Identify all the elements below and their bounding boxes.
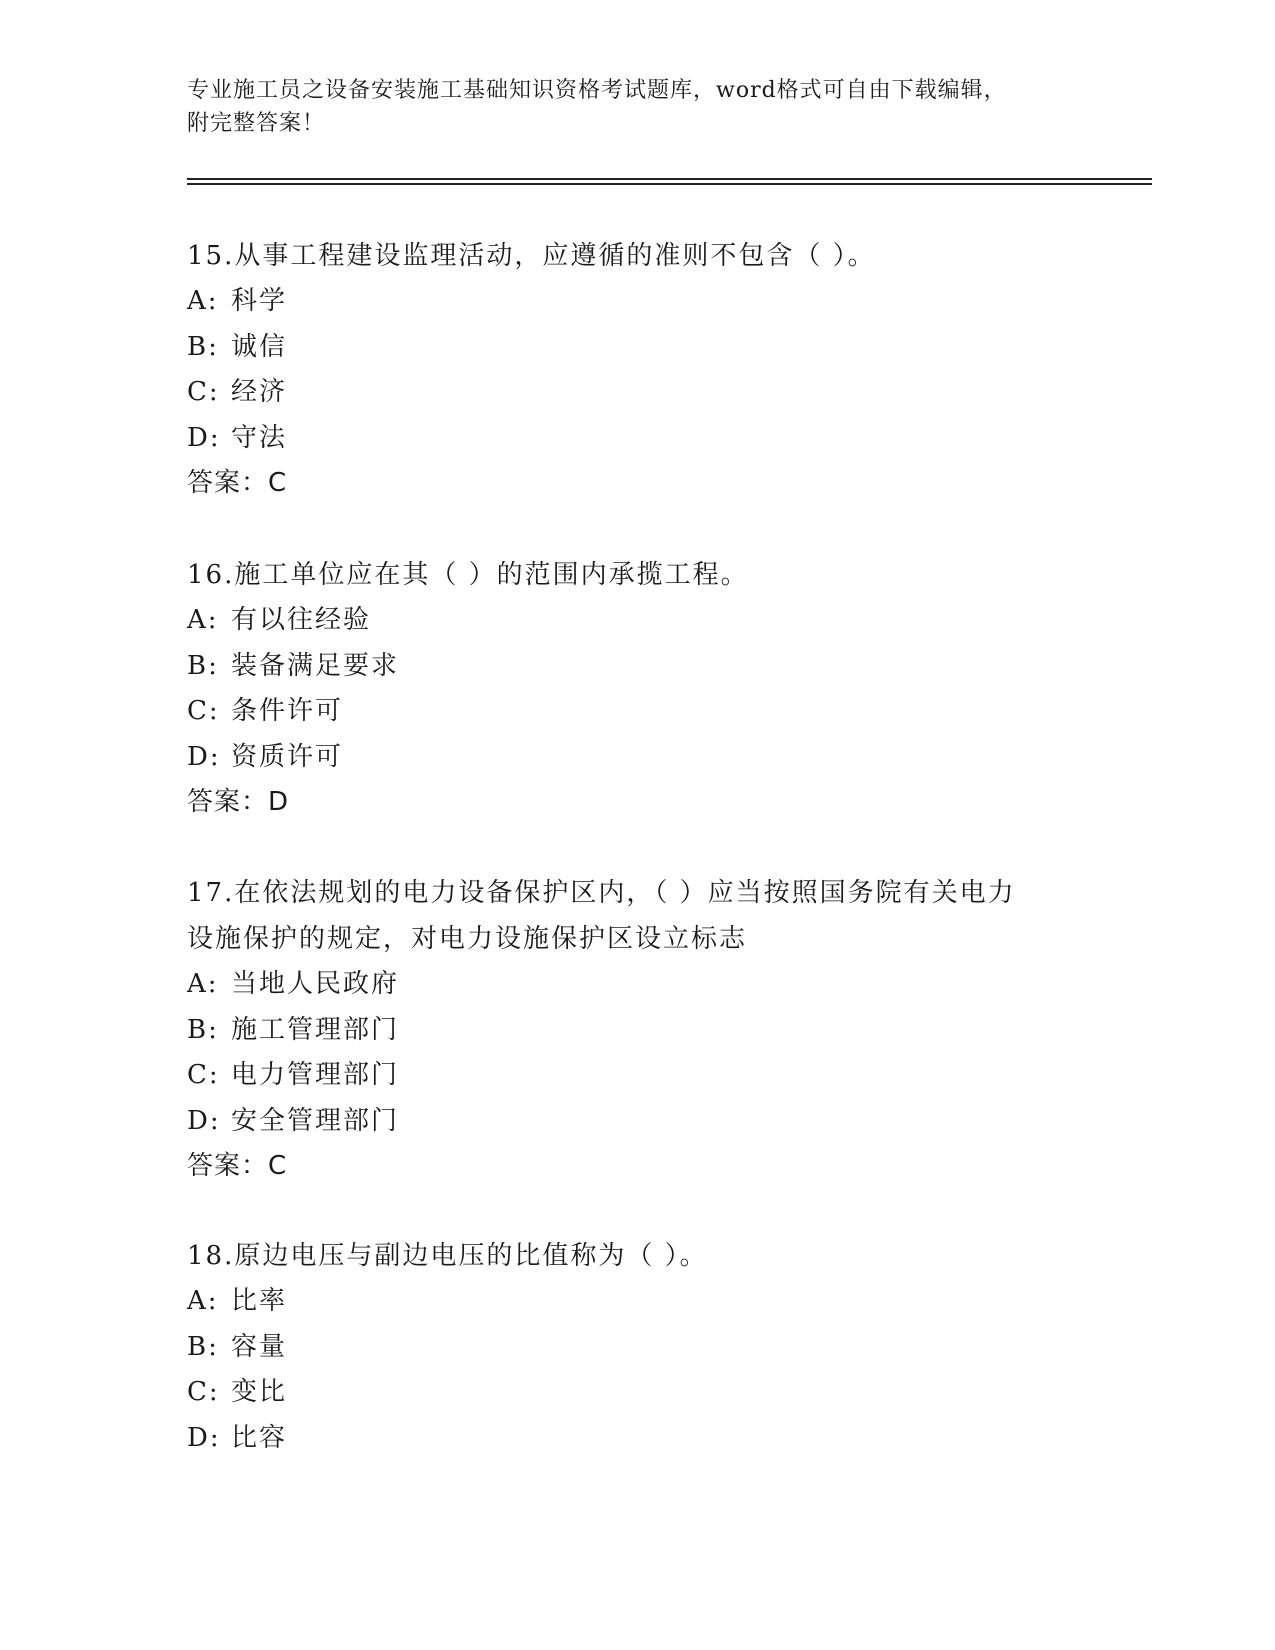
option-letter: A:: [187, 286, 219, 316]
option-letter: D:: [187, 422, 221, 453]
answer-line: 答案：C: [187, 1151, 288, 1181]
option-a: [187, 598, 1107, 644]
option-d: [187, 416, 1107, 462]
question-stem: 15.从事工程建设监理活动，应遵循的准则不包含（ ）。: [187, 241, 876, 271]
option-d: [187, 1416, 1107, 1462]
header-divider-bottom: [187, 183, 1152, 185]
option-text: 容量: [231, 1331, 288, 1362]
option-text: 条件许可: [231, 696, 344, 726]
option-a: [187, 279, 1107, 325]
header-line-1: 专业施工员之设备安装施工基础知识资格考试题库，word格式可自由下载编辑，: [187, 78, 1007, 103]
option-text: 施工管理部门: [231, 1014, 400, 1045]
option-b: [187, 325, 1107, 371]
option-letter: C:: [187, 377, 220, 407]
option-letter: C:: [187, 696, 220, 726]
option-c: [187, 370, 1107, 416]
question-18: [187, 1233, 1107, 1461]
option-text: 有以往经验: [231, 605, 372, 635]
option-letter: A:: [187, 969, 219, 999]
option-text: 资质许可: [231, 741, 344, 772]
question-stem-continued: 设施保护的规定，对电力设施保护区设立标志: [187, 924, 748, 954]
option-c: [187, 689, 1107, 735]
option-d: [187, 1099, 1107, 1145]
option-letter: B:: [187, 1014, 219, 1045]
question-stem: 16.施工单位应在其（ ）的范围内承揽工程。: [187, 560, 749, 590]
option-letter: C:: [187, 1377, 220, 1407]
option-letter: D:: [187, 741, 221, 772]
option-letter: C:: [187, 1060, 220, 1090]
question-15: [187, 233, 1107, 506]
option-d: [187, 735, 1107, 781]
option-a: [187, 1279, 1107, 1325]
option-letter: B:: [187, 331, 219, 362]
option-text: 安全管理部门: [231, 1105, 400, 1136]
option-text: 守法: [231, 422, 288, 453]
question-stem: 17.在依法规划的电力设备保护区内，（ ）应当按照国务院有关电力: [187, 878, 1016, 908]
document-header: [187, 74, 1087, 140]
question-17: [187, 870, 1107, 1189]
option-b: [187, 1008, 1107, 1054]
option-letter: D:: [187, 1422, 221, 1453]
option-b: [187, 644, 1107, 690]
option-a: [187, 962, 1107, 1008]
option-text: 装备满足要求: [231, 650, 400, 681]
option-text: 科学: [231, 286, 288, 316]
option-text: 比容: [231, 1422, 288, 1453]
option-text: 电力管理部门: [231, 1060, 400, 1090]
option-text: 诚信: [231, 331, 288, 362]
header-line-2: 附完整答案！: [187, 111, 326, 136]
option-text: 比率: [231, 1286, 288, 1316]
option-text: 经济: [231, 377, 288, 407]
option-letter: A:: [187, 1286, 219, 1316]
option-letter: D:: [187, 1105, 221, 1136]
question-16: [187, 552, 1107, 825]
header-divider-top: [187, 178, 1152, 180]
option-c: [187, 1053, 1107, 1099]
option-text: 变比: [231, 1377, 288, 1407]
question-stem: 18.原边电压与副边电压的比值称为（ ）。: [187, 1241, 708, 1271]
option-letter: B:: [187, 1331, 219, 1362]
option-text: 当地人民政府: [231, 969, 400, 999]
option-b: [187, 1325, 1107, 1371]
answer-line: 答案：D: [187, 787, 290, 817]
option-c: [187, 1370, 1107, 1416]
option-letter: A:: [187, 605, 219, 635]
answer-line: 答案：C: [187, 468, 288, 498]
option-letter: B:: [187, 650, 219, 681]
